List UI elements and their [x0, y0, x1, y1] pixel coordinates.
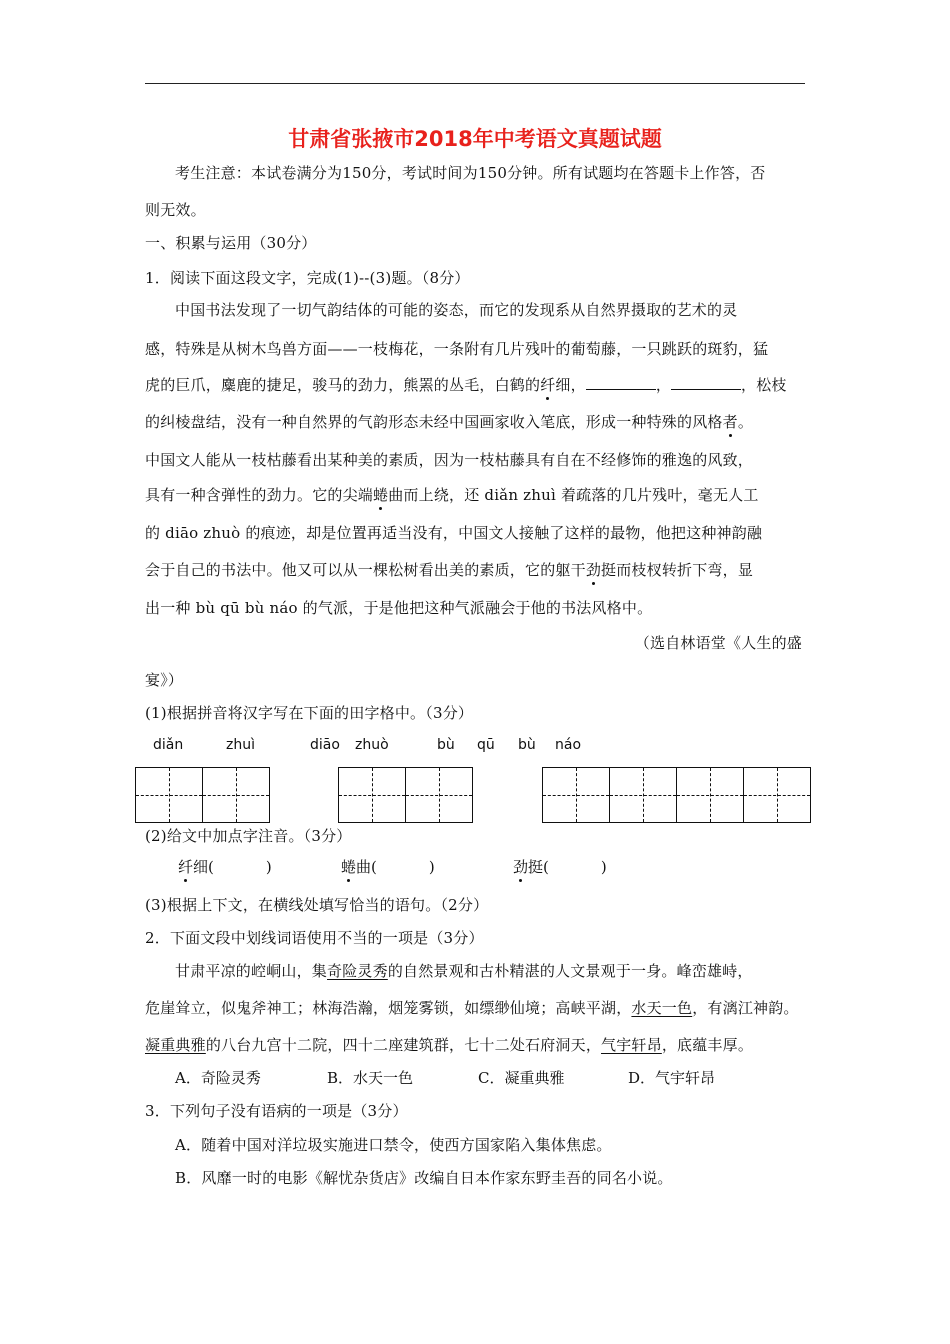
q3-option-a[interactable]: A．随着中国对洋垃圾实施进口禁令，使西方国家陷入集体焦虑。 — [175, 1136, 612, 1154]
q3-option-b[interactable]: B．风靡一时的电影《解忧杂货店》改编自日本作家东野圭吾的同名小说。 — [175, 1169, 673, 1187]
passage-line-6 — [145, 485, 805, 505]
underlined-phrase-3: 凝重典雅 — [145, 1036, 206, 1054]
pinyin-label: qū — [477, 737, 495, 753]
q2-passage-line-3 — [145, 1035, 805, 1055]
fill-blank-2[interactable] — [671, 375, 741, 390]
dotted-char-quan: 蜷 — [373, 486, 389, 504]
passage-text: 挺而枝杈转折下弯，显 — [601, 561, 754, 579]
q2-text: ，有漓江神韵。 — [692, 999, 799, 1017]
passage-text: ，松枝 — [741, 376, 787, 394]
pinyin-label: bù — [437, 737, 455, 753]
annotate-item-2 — [341, 857, 435, 877]
question-1: 1．阅读下面这段文字，完成(1)--(3)题。（8分） — [145, 269, 470, 287]
q2-passage-line-1 — [145, 961, 835, 981]
passage-line-8 — [145, 560, 805, 580]
annotate-close: ) — [428, 858, 435, 876]
passage-text: ， — [655, 376, 672, 394]
annotate-close: ) — [600, 858, 607, 876]
pinyin-label: bù — [518, 737, 536, 753]
notice-line-1: 考生注意：本试卷满分为150分，考试时间为150分钟。所有试题均在答题卡上作答，否 — [175, 164, 766, 182]
passage-text: 虎的巨爪，麋鹿的捷足，骏马的劲力，熊罴的丛毛，白鹤的 — [145, 376, 541, 394]
underlined-phrase-1: 奇险灵秀 — [327, 962, 388, 980]
pinyin-label: zhuò — [355, 737, 389, 753]
underlined-phrase-4: 气宇轩昂 — [601, 1036, 662, 1054]
q2-option-a[interactable]: A．奇险灵秀 — [175, 1069, 261, 1087]
q2-text: ，底蕴丰厚。 — [661, 1036, 754, 1054]
sub-question-3: (3)根据上下文，在横线处填写恰当的语句。（2分） — [145, 896, 489, 914]
passage-line-2: 感，特殊是从树木鸟兽方面——一枝梅花，一条附有几片残叶的葡萄藤，一只跳跃的斑豹，猛 — [145, 340, 769, 358]
tianzi-cell[interactable] — [542, 767, 610, 823]
question-2: 2．下面文段中划线词语使用不当的一项是（3分） — [145, 929, 484, 947]
passage-text: 细， — [555, 376, 586, 394]
annotate-item-1 — [178, 857, 272, 877]
pinyin-label: diǎn — [153, 737, 184, 753]
dotted-char-jin: 劲 — [585, 561, 602, 579]
passage-text: 。 — [737, 413, 754, 431]
passage-text: 曲而上绕，还 diǎn zhuì 着疏落的几片残叶，毫无人工 — [388, 486, 759, 504]
q2-option-c[interactable]: C．凝重典雅 — [478, 1069, 565, 1087]
tianzi-cell[interactable] — [135, 767, 203, 823]
dotted-char-jin: 劲 — [513, 858, 529, 876]
notice-line-2: 则无效。 — [145, 201, 206, 219]
passage-text: 的纠棱盘结，没有一种自然界的气韵形态未经中国画家收入笔底，形成一种特殊的风格 — [145, 413, 723, 431]
page-title: 甘肃省张掖市2018年中考语文真题试题 — [288, 127, 662, 151]
q2-text: 的八台九宫十二院，四十二座建筑群，七十二处石府洞天， — [205, 1036, 602, 1054]
dotted-char-xian: 纤 — [178, 858, 194, 876]
tianzi-cell[interactable] — [338, 767, 406, 823]
q2-option-d[interactable]: D．气宇轩昂 — [628, 1069, 716, 1087]
passage-line-4 — [145, 412, 805, 432]
passage-line-7: 的 diāo zhuò 的痕迹，却是位置再适当没有，中国文人接触了这样的最物，他把这种神韵融 — [145, 524, 763, 542]
tianzi-cell[interactable] — [609, 767, 677, 823]
tianzi-cell[interactable] — [202, 767, 270, 823]
header-rule — [145, 83, 805, 84]
annotate-word: 细( — [193, 858, 214, 876]
pinyin-label: diāo — [310, 737, 340, 753]
tianzi-cell[interactable] — [405, 767, 473, 823]
section-heading: 一、积累与运用（30分） — [145, 234, 317, 252]
pinyin-label: zhuì — [226, 737, 255, 753]
annotate-close: ) — [265, 858, 272, 876]
q2-text: 的自然景观和古朴精湛的人文景观于一身。峰峦雄峙， — [387, 962, 753, 980]
annotate-word: 曲( — [356, 858, 377, 876]
dotted-char-quan: 蜷 — [341, 858, 357, 876]
q2-text: 甘肃平凉的崆峒山，集 — [175, 962, 328, 980]
tianzi-cell[interactable] — [743, 767, 811, 823]
passage-line-3 — [145, 375, 805, 395]
pinyin-label: náo — [555, 737, 582, 753]
passage-text: 具有一种含弹性的劲力。它的尖端 — [145, 486, 374, 504]
annotate-item-3 — [513, 857, 607, 877]
source-line-2: 宴》） — [145, 671, 184, 689]
tianzi-grid-dianzhui — [135, 767, 269, 823]
tianzi-cell[interactable] — [676, 767, 744, 823]
sub-question-1: (1)根据拼音将汉字写在下面的田字格中。（3分） — [145, 704, 474, 722]
dotted-char-zhe: 者 — [722, 413, 738, 431]
passage-line-5: 中国文人能从一枝枯藤看出某种美的素质，因为一枝枯藤具有自在不经修饰的雅逸的风致， — [145, 451, 754, 469]
dotted-char-xian: 纤 — [540, 376, 556, 394]
q2-text: 危崖耸立，似鬼斧神工；林海浩瀚，烟笼雾锁，如缥缈仙境；高峡平湖， — [145, 999, 632, 1017]
underlined-phrase-2: 水天一色 — [631, 999, 693, 1017]
source-line-1: （选自林语堂《人生的盛 — [634, 634, 802, 652]
tianzi-grid-diaozhuo — [338, 767, 472, 823]
q2-option-b[interactable]: B．水天一色 — [327, 1069, 414, 1087]
tianzi-grid-buqubunao — [542, 767, 810, 823]
sub-question-2: (2)给文中加点字注音。（3分） — [145, 827, 352, 845]
passage-line-9: 出一种 bù qū bù náo 的气派，于是他把这种气派融会于他的书法风格中。 — [145, 599, 653, 617]
question-3: 3．下列句子没有语病的一项是（3分） — [145, 1102, 408, 1120]
passage-text: 会于自己的书法中。他又可以从一棵松树看出美的素质，它的躯干 — [145, 561, 586, 579]
passage-line-1: 中国书法发现了一切气韵结体的可能的姿态，而它的发现系从自然界摄取的艺术的灵 — [175, 301, 738, 319]
fill-blank-1[interactable] — [586, 375, 656, 390]
q2-passage-line-2 — [145, 998, 805, 1018]
annotate-word: 挺( — [528, 858, 549, 876]
